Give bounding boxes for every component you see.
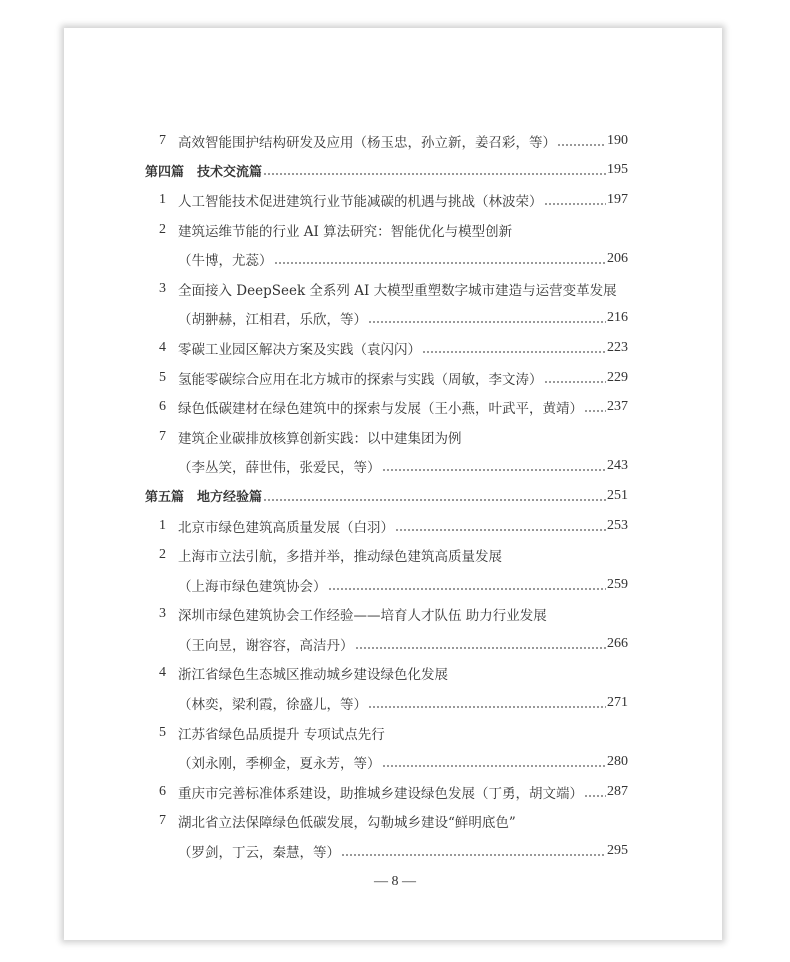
entry-number: 1 <box>159 517 166 533</box>
entry-number: 7 <box>159 428 166 444</box>
dot-leader <box>263 489 606 503</box>
entry-page-number: 287 <box>607 783 628 799</box>
entry-title: 湖北省立法保障绿色低碳发展，勾勒城乡建设“鲜明底色” <box>178 815 516 832</box>
toc-entry <box>145 244 628 274</box>
entry-title: 全面接入 DeepSeek 全系列 AI 大模型重塑数字城市建造与运营变革发展 <box>178 282 617 299</box>
entry-number: 4 <box>159 339 166 355</box>
entry-title: （牛博，尤蕊） <box>178 253 273 270</box>
entry-page-number: 216 <box>607 310 628 326</box>
toc-entry <box>145 392 628 422</box>
toc-entry <box>145 333 628 363</box>
toc-entry <box>145 452 628 482</box>
entry-number: 5 <box>159 724 166 740</box>
entry-title: 浙江省绿色生态城区推动城乡建设绿色化发展 <box>178 667 448 684</box>
dot-leader <box>328 578 607 592</box>
dot-leader <box>368 311 606 325</box>
toc-entry <box>145 600 628 630</box>
entry-page-number: 266 <box>607 635 628 651</box>
entry-title: （胡翀赫，江相君，乐欣，等） <box>178 312 367 329</box>
entry-title: 重庆市完善标准体系建设，助推城乡建设绿色发展（丁勇，胡文端） <box>178 785 583 802</box>
entry-number: 2 <box>159 221 166 237</box>
toc-entry <box>145 807 628 837</box>
dot-leader <box>368 696 606 710</box>
dot-leader <box>557 134 606 148</box>
dot-leader <box>382 459 607 473</box>
entry-title: 第四篇 技术交流篇 <box>145 164 263 180</box>
dot-leader <box>395 519 606 533</box>
entry-number: 6 <box>159 399 166 415</box>
entry-title: 建筑企业碳排放核算创新实践：以中建集团为例 <box>178 430 462 447</box>
entry-page-number: 253 <box>607 517 628 533</box>
entry-page-number: 295 <box>607 843 628 859</box>
toc-entry <box>145 185 628 215</box>
entry-page-number: 223 <box>607 339 628 355</box>
entry-page-number: 280 <box>607 754 628 770</box>
entry-number: 3 <box>159 606 166 622</box>
toc-entry <box>145 215 628 245</box>
entry-number: 5 <box>159 369 166 385</box>
entry-page-number: 243 <box>607 458 628 474</box>
entry-title: 上海市立法引航，多措并举，推动绿色建筑高质量发展 <box>178 549 502 566</box>
toc-entry <box>145 747 628 777</box>
toc-section <box>145 156 628 186</box>
entry-title: 绿色低碳建材在绿色建筑中的探索与发展（王小燕，叶武平，黄靖） <box>178 401 583 418</box>
toc-entry <box>145 777 628 807</box>
dot-leader <box>341 844 606 858</box>
table-of-contents <box>145 126 628 866</box>
entry-page-number: 206 <box>607 251 628 267</box>
entry-title: （王向昱，谢容容，高洁丹） <box>178 637 354 654</box>
entry-page-number: 190 <box>607 132 628 148</box>
entry-page-number: 259 <box>607 576 628 592</box>
toc-entry <box>145 570 628 600</box>
toc-section <box>145 481 628 511</box>
entry-title: 深圳市绿色建筑协会工作经验——培育人才队伍 助力行业发展 <box>178 608 547 625</box>
entry-title: 人工智能技术促进建筑行业节能减碳的机遇与挑战（林波荣） <box>178 193 543 210</box>
entry-page-number: 195 <box>607 162 628 178</box>
toc-entry <box>145 629 628 659</box>
entry-number: 1 <box>159 191 166 207</box>
dot-leader <box>274 252 607 266</box>
entry-title: 北京市绿色建筑高质量发展（白羽） <box>178 519 394 536</box>
toc-entry <box>145 659 628 689</box>
entry-title: （罗剑，丁云，秦慧，等） <box>178 845 340 862</box>
toc-entry <box>145 718 628 748</box>
entry-title: 零碳工业园区解决方案及实践（袁闪闪） <box>178 341 421 358</box>
toc-entry <box>145 540 628 570</box>
dot-leader <box>544 193 607 207</box>
toc-entry <box>145 363 628 393</box>
toc-entry <box>145 511 628 541</box>
entry-title: 氢能零碳综合应用在北方城市的探索与实践（周敏，李文涛） <box>178 371 543 388</box>
toc-entry <box>145 126 628 156</box>
entry-number: 7 <box>159 132 166 148</box>
entry-title: 第五篇 地方经验篇 <box>145 490 263 506</box>
entry-title: 建筑运维节能的行业 AI 算法研究：智能优化与模型创新 <box>178 223 513 240</box>
dot-leader <box>263 163 606 177</box>
entry-page-number: 197 <box>607 191 628 207</box>
entry-page-number: 237 <box>607 399 628 415</box>
dot-leader <box>422 341 606 355</box>
entry-number: 6 <box>159 783 166 799</box>
toc-entry <box>145 688 628 718</box>
dot-leader <box>355 637 607 651</box>
entry-title: 江苏省绿色品质提升 专项试点先行 <box>178 726 385 743</box>
entry-page-number: 229 <box>607 369 628 385</box>
entry-number: 4 <box>159 665 166 681</box>
entry-title: （上海市绿色建筑协会） <box>178 578 327 595</box>
dot-leader <box>584 785 606 799</box>
entry-page-number: 271 <box>607 695 628 711</box>
entry-title: （林奕，梁利霞，徐盛儿，等） <box>178 697 367 714</box>
entry-title: 高效智能围护结构研发及应用（杨玉忠，孙立新，姜召彩，等） <box>178 134 556 151</box>
dot-leader <box>544 371 607 385</box>
toc-entry <box>145 304 628 334</box>
entry-title: （刘永刚，季柳金，夏永芳，等） <box>178 756 381 773</box>
entry-page-number: 251 <box>607 487 628 503</box>
page-number-footer: — 8 — <box>374 874 416 889</box>
dot-leader <box>382 755 607 769</box>
dot-leader <box>584 400 606 414</box>
entry-title: （李丛笑，薛世伟，张爱民，等） <box>178 460 381 477</box>
entry-number: 7 <box>159 813 166 829</box>
entry-number: 3 <box>159 280 166 296</box>
toc-entry <box>145 422 628 452</box>
toc-entry <box>145 836 628 866</box>
toc-entry <box>145 274 628 304</box>
entry-number: 2 <box>159 547 166 563</box>
